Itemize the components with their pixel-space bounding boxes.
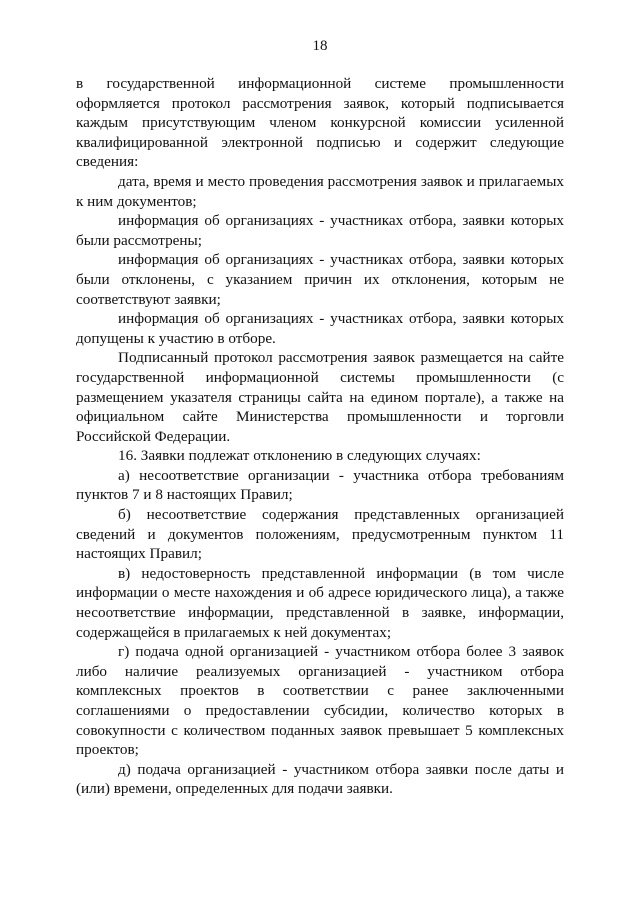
paragraph-rejected-info: информация об организациях - участниках отбора, заявки которых были отклонены, с указанием причин их отклонения, которым не соответствуют заявки;: [76, 251, 564, 308]
paragraph-item-a: а) несоответствие организации - участника отбора требованиям пунктов 7 и 8 настоящих Правил;: [76, 466, 564, 504]
paragraph-item-d: д) подача организацией - участником отбора заявки после даты и (или) времени, определенных для подачи заявки.: [76, 760, 564, 798]
paragraph-date-time: дата, время и место проведения рассмотрения заявок и прилагаемых к ним документов;: [76, 172, 564, 210]
paragraph-item-v: в) недостоверность представленной информации (в том числе информации о месте нахождения и об адресе юридического лица), а также несоответствие информации, представленной в заявке, информации, содержащейся в прилагаемых к ней документах;: [76, 564, 564, 641]
paragraph-admitted-info: информация об организациях - участниках отбора, заявки которых допущены к участию в отборе.: [76, 310, 564, 347]
paragraph-protocol-intro: в государственной информационной системе промышленности оформляется протокол рассмотрения заявок, который подписывается каждым присутствующим членом конкурсной комиссии усиленной квалифицированной электронной подписью и содержит следующие сведения:: [76, 75, 564, 171]
paragraph-reviewed-info: информация об организациях - участниках отбора, заявки которых были рассмотрены;: [76, 212, 564, 249]
paragraph-protocol-publication: Подписанный протокол рассмотрения заявок размещается на сайте государственной информационной системы промышленности (с размещением указателя страницы сайта на едином портале), а также на официальном сайте Министерства промышленности и торговли Российской Федерации.: [76, 349, 564, 445]
paragraph-item-g: г) подача одной организацией - участником отбора более 3 заявок либо наличие реализуемых организацией - участником отбора комплексных проектов в соответствии с ранее заключенными соглашениями о предоставлении субсидии, количество которых в совокупности с количеством поданных заявок превышает 5 комплексных проектов;: [76, 643, 564, 759]
page-number: 18: [312, 38, 328, 54]
document-text: [76, 74, 564, 799]
paragraph-item-b: б) несоответствие содержания представленных организацией сведений и документов положениям, предусмотренным пунктом 11 настоящих Правил;: [76, 506, 564, 563]
paragraph-section-16: 16. Заявки подлежат отклонению в следующих случаях:: [118, 447, 481, 465]
